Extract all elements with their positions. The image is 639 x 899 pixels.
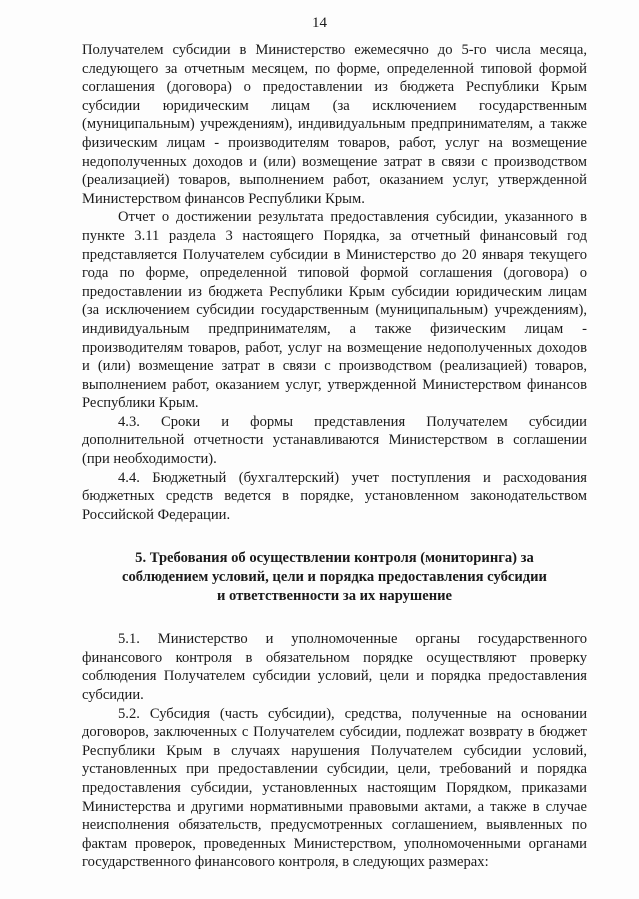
paragraph-4-4: 4.4. Бюджетный (бухгалтерский) учет поступления и расходования бюджетных средств ведется в порядке, установленном законодательством Российской Федерации. [82, 469, 587, 523]
section-heading-line-1: 5. Требования об осуществлении контроля (мониторинга) за [135, 550, 534, 567]
section-heading-line-3: и ответственности за их нарушение [216, 587, 453, 604]
section-heading-line-2: соблюдением условий, цели и порядка предоставления субсидии [122, 569, 547, 586]
document-body [82, 41, 587, 872]
paragraph-report-achievement: Отчет о достижении результата предоставления субсидии, указанного в пункте 3.11 раздела 3 настоящего Порядка, за отчетный финансовый год представляется Получателем субсидии в Министерство до 20 января текущего года по форме, определенной типовой формой соглашения (договора) о предоставлении из бюджета Республики Крым субсидии юридическим лицам (за исключением субсидии государственным (муниципальным) учреждениям), индивидуальным предпринимателям, а также физическим лицам - производителям товаров, работ, услуг на возмещение недополученных доходов и (или) возмещение затрат в связи с производством (реализацией) товаров, выполнением работ, оказанием услуг, утвержденной Министерством финансов Республики Крым. [82, 209, 587, 412]
page-number: 14 [312, 15, 327, 31]
paragraph-4-3: 4.3. Сроки и формы представления Получателем субсидии дополнительной отчетности устанавливаются Министерством в соглашении (при необходимости). [82, 413, 587, 468]
section-heading-5 [82, 549, 587, 605]
paragraph-5-2: 5.2. Субсидия (часть субсидии), средства, полученные на основании договоров, заключенных с Получателем субсидии, подлежат возврату в бюджет Республики Крым в случаях нарушения Получателем субсидии условий, установленных при предоставлении субсидии, цели, требований и порядка предоставления субсидии, установленных настоящим Порядком, приказами Министерства и другими нормативными правовыми актами, а также в случае неисполнения обязательств, предусмотренных соглашением, выявленных по фактам проверок, проведенных Министерством, уполномоченными органами государственного финансового контроля, в следующих размерах: [82, 705, 587, 871]
paragraph-continuation: Получателем субсидии в Министерство ежемесячно до 5-го числа месяца, следующего за отчетным месяцем, по форме, определенной типовой формой соглашения (договора) о предоставлении из бюджета Республики Крым субсидии юридическим лицам (за исключением государственным (муниципальным) учреждениям), индивидуальным предпринимателям, а также физическим лицам - производителям товаров, работ, услуг на возмещение недополученных доходов и (или) возмещение затрат в связи с производством (реализацией) товаров, выполнением работ, оказанием услуг, утвержденной Министерством финансов Республики Крым. [82, 42, 587, 207]
paragraph-5-1: 5.1. Министерство и уполномоченные органы государственного финансового контроля в обязательном порядке осуществляют проверку соблюдения Получателем субсидии условий, цели и порядка предоставления субсидии. [82, 631, 587, 703]
